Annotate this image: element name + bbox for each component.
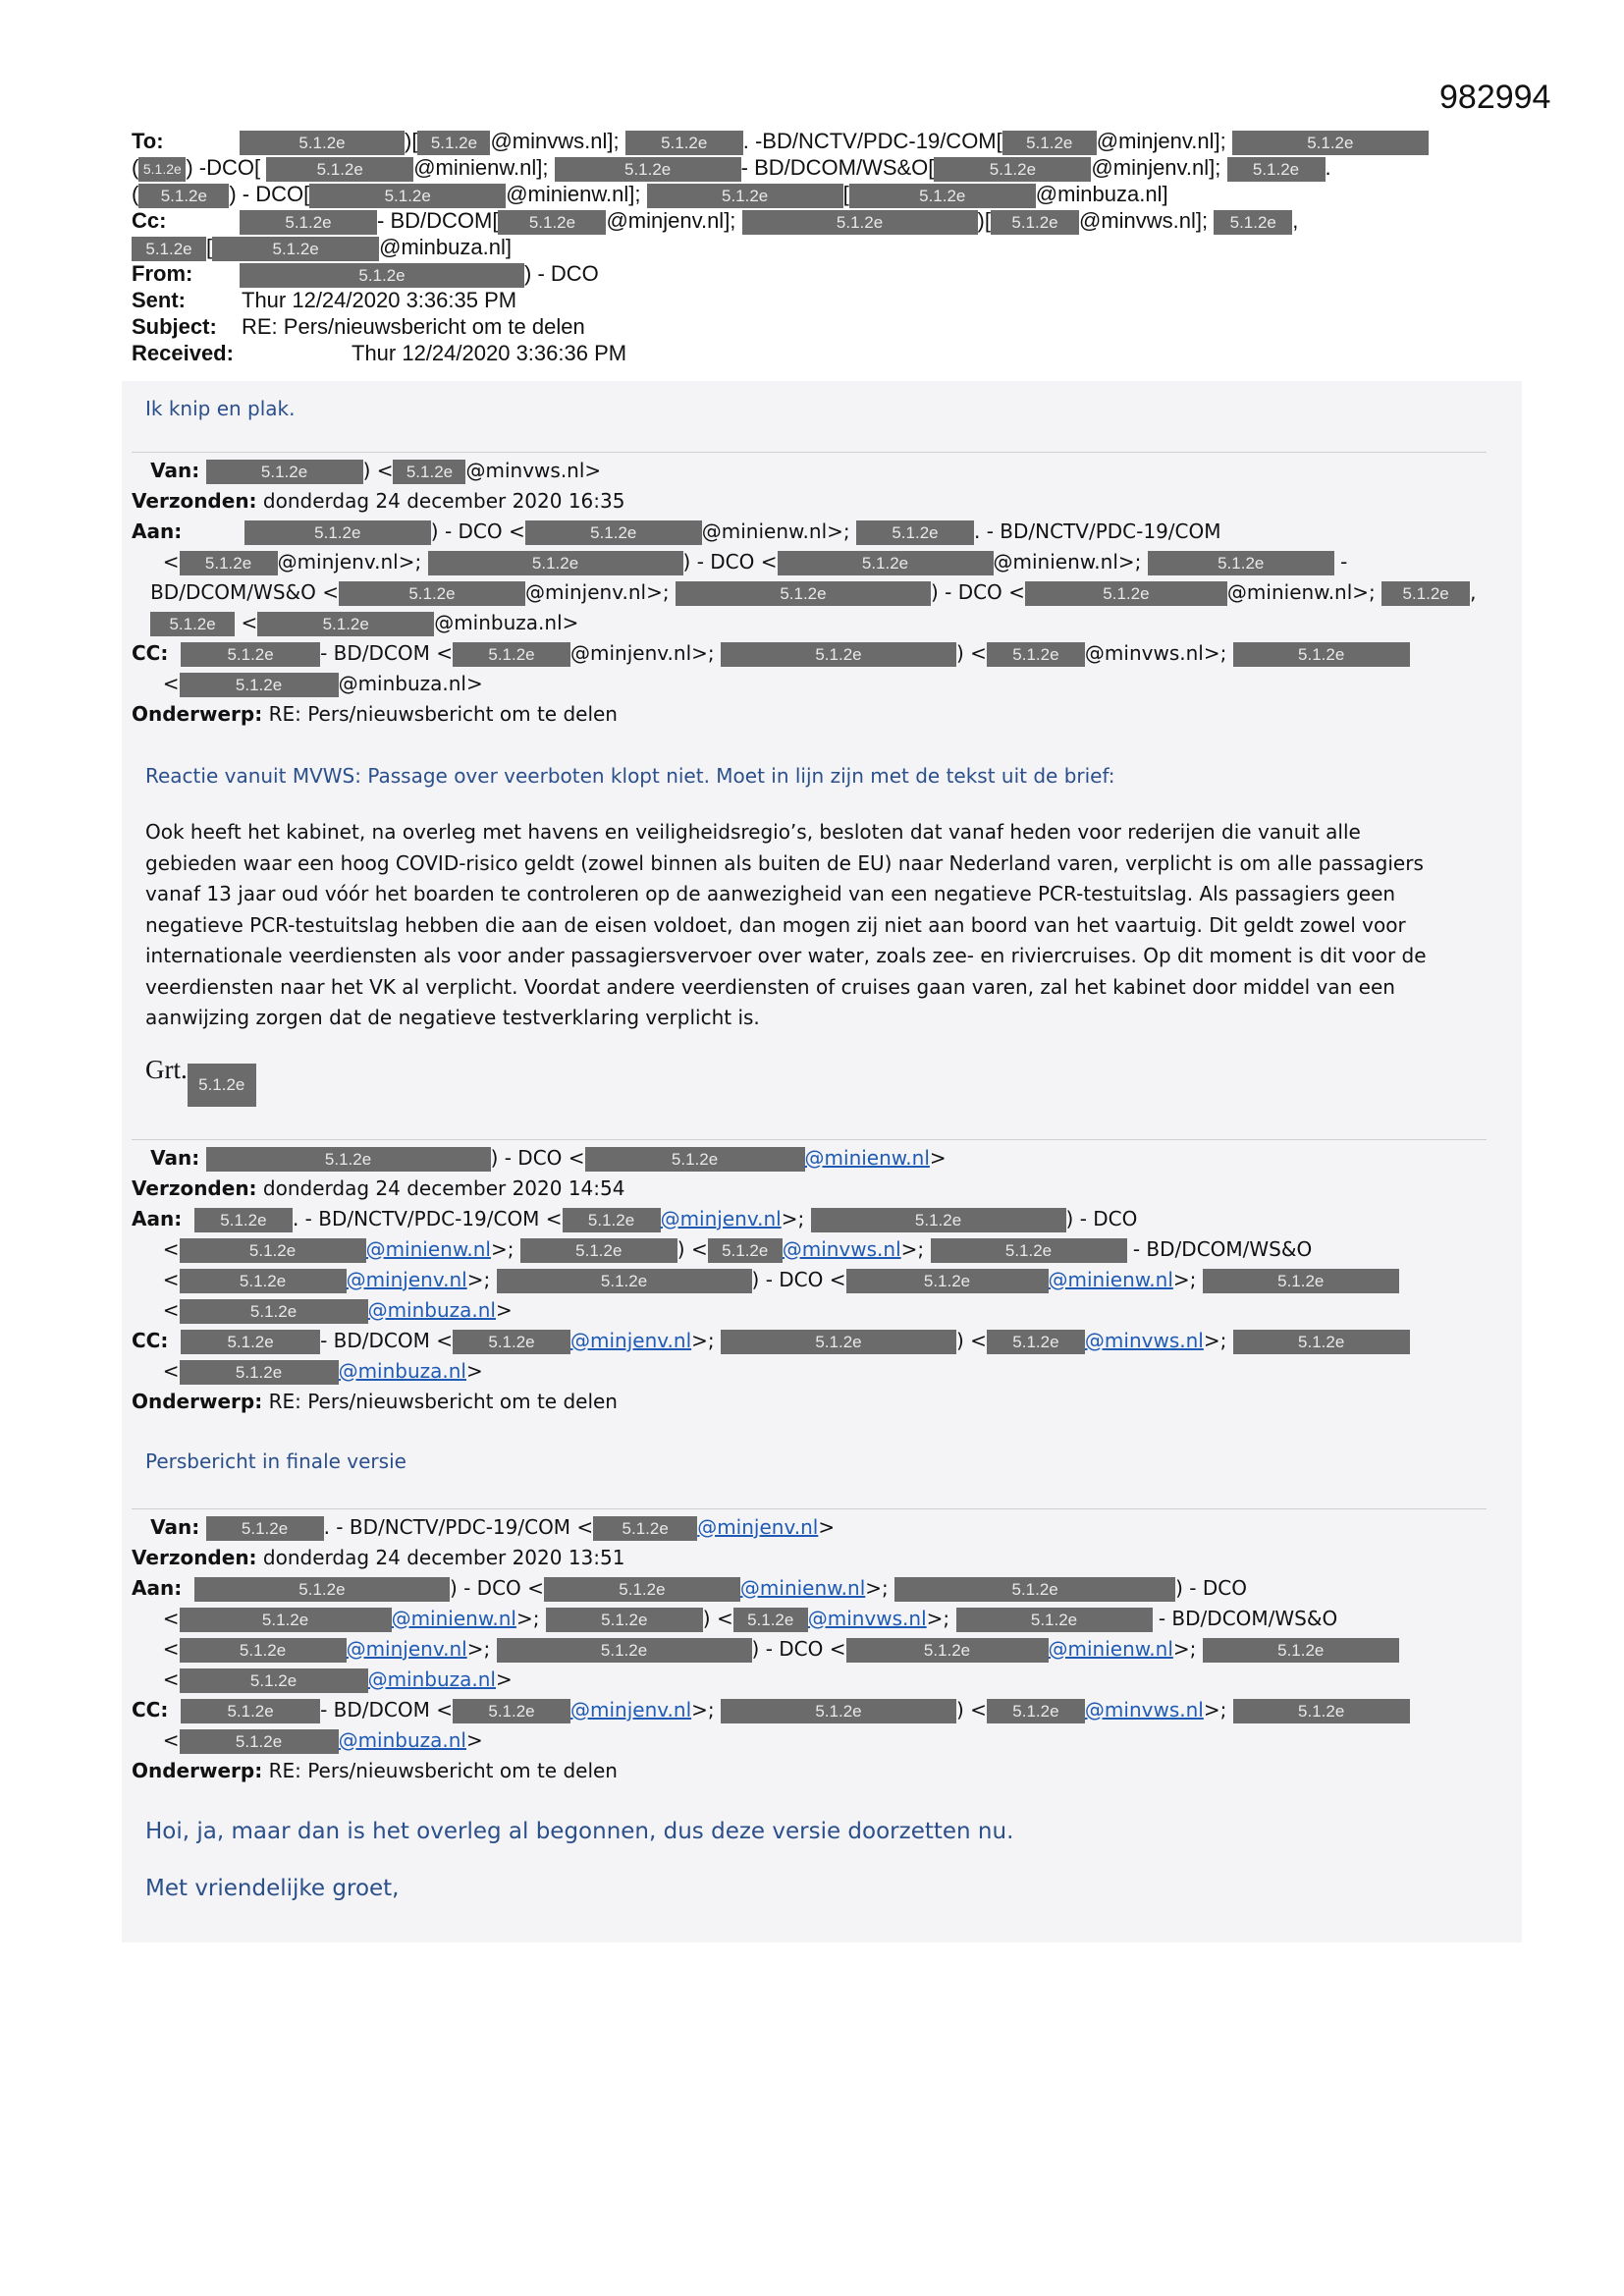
redaction: 5.1.2e [428, 551, 683, 575]
redaction: 5.1.2e [742, 210, 978, 235]
redaction: 5.1.2e [181, 1330, 320, 1354]
finale-note: Persbericht in finale versie [145, 1449, 406, 1473]
redaction: 5.1.2e [987, 1699, 1085, 1723]
redaction: 5.1.2e [194, 1577, 450, 1602]
redaction: 5.1.2e [244, 520, 431, 545]
received-value: Thur 12/24/2020 3:36:36 PM [352, 341, 627, 365]
to-row-2: ( 5.1.2e ) -DCO[ 5.1.2e @minienw.nl]; 5.1.2e - BD/DCOM/WS&O[ 5.1.2e @minjenv.nl]; 5.1.2e . [132, 155, 1331, 180]
redaction: 5.1.2e [846, 1638, 1049, 1663]
to-row-1: To: 5.1.2e )[ 5.1.2e @minvws.nl]; 5.1.2e . -BD/NCTV/PDC-19/COM[ 5.1.2e @minjenv.nl]; 5.1.2e [132, 128, 1506, 154]
redaction: 5.1.2e [934, 157, 1091, 182]
redaction: 5.1.2e [257, 612, 434, 636]
redaction: 5.1.2e [708, 1238, 783, 1263]
separator [132, 452, 1487, 453]
message-2-header: Van: 5.1.2e ) - DCO < 5.1.2e @minienw.nl> Verzonden: donderdag 24 december 2020 14:54 Aan: 5.1.2e . - BD/NCTV/PDC-19/COM < 5.1.2e @minjenv.nl>; 5.1.2e ) - DCO < 5.1.2e @minienw.nl>; 5.1.2e ) < 5.1.2e @minvws.nl>; 5.1.2e - BD/DCOM/WS&O < 5.1.2e @minjenv.nl>; 5.1.2e ) - DCO < 5.1.2e @minienw.nl>; 5.1.2e < 5.1.2e @minbuza.nl> CC: 5.1.2e - BD/DCOM < 5.1.2e @minjenv.nl>; 5.1.2e ) < 5.1.2e @minvws.nl>; 5.1.2e < 5.1.2e @minbuza.nl> Onderwerp: RE: Pers/nieuwsbericht om te delen [132, 1143, 1410, 1417]
redaction: 5.1.2e [180, 1299, 368, 1324]
email-link[interactable]: @minjenv.nl [697, 1515, 819, 1539]
greeting-text: Met vriendelijke groet, [145, 1876, 400, 1901]
sent-date: donderdag 24 december 2020 16:35 [262, 489, 625, 513]
from-row: From: 5.1.2e ) - DCO [132, 261, 599, 286]
redaction: 5.1.2e [721, 1330, 956, 1354]
redaction: 5.1.2e [1381, 581, 1470, 606]
redaction: 5.1.2e [240, 131, 405, 155]
intro-note: Ik knip en plak. [145, 397, 296, 420]
email-link[interactable]: @minvws.nl [1084, 1698, 1204, 1722]
redaction: 5.1.2e [1232, 131, 1429, 155]
redaction: 5.1.2e [721, 642, 956, 667]
redaction: 5.1.2e [181, 1699, 320, 1723]
redaction: 5.1.2e [593, 1516, 697, 1541]
email-link[interactable]: @minbuza.nl [367, 1667, 496, 1691]
sent-label: Sent: [132, 288, 186, 312]
cc-row-1: Cc: 5.1.2e - BD/DCOM[ 5.1.2e @minjenv.nl]; 5.1.2e )[ 5.1.2e @minvws.nl]; 5.1.2e , [132, 208, 1299, 233]
redaction: 5.1.2e [150, 612, 235, 636]
redaction: 5.1.2e [778, 551, 994, 575]
received-label: Received: [132, 341, 234, 365]
message-1-header: Van: 5.1.2e ) < 5.1.2e @minvws.nl> Verzonden: donderdag 24 december 2020 16:35 Aan: 5.1.2e ) - DCO < 5.1.2e @minienw.nl>; 5.1.2e . - BD/NCTV/PDC-19/COM < 5.1.2e @minjenv.nl>; 5.1.2e ) - DCO < 5.1.2e @minienw.nl>; 5.1.2e - BD/DCOM/WS&O < 5.1.2e @minjenv.nl>; 5.1.2e ) - DCO < 5.1.2e @minienw.nl>; 5.1.2e , 5.1.2e < 5.1.2e @minbuza.nl> CC: 5.1.2e - BD/DCOM < 5.1.2e @minjenv.nl>; 5.1.2e ) < 5.1.2e @minvws.nl>; 5.1.2e < 5.1.2e @minbuza.nl> Onderwerp: RE: Pers/nieuwsbericht om te delen [132, 459, 1477, 726]
email-link[interactable]: @minvws.nl [807, 1607, 927, 1630]
email-link[interactable]: @minienw.nl [365, 1237, 491, 1261]
redaction: 5.1.2e [987, 1330, 1085, 1354]
redaction: 5.1.2e [206, 1516, 324, 1541]
reply-text: Hoi, ja, maar dan is het overleg al begonnen, dus deze versie doorzetten nu. [145, 1819, 1014, 1844]
email-link[interactable]: @minvws.nl [1084, 1329, 1204, 1352]
email-link[interactable]: @minjenv.nl [570, 1329, 692, 1352]
redaction: 5.1.2e [180, 673, 339, 697]
email-link[interactable]: @minjenv.nl [346, 1268, 467, 1291]
redaction: 5.1.2e [1233, 1330, 1410, 1354]
redaction: 5.1.2e [1227, 157, 1326, 182]
redaction: 5.1.2e [956, 1608, 1153, 1632]
sent-value: Thur 12/24/2020 3:36:35 PM [242, 288, 517, 312]
subject-label: Subject: [132, 314, 217, 339]
redaction: 5.1.2e [188, 1064, 256, 1107]
redaction: 5.1.2e [733, 1608, 808, 1632]
email-link[interactable]: @minienw.nl [804, 1146, 930, 1170]
redaction: 5.1.2e [497, 1269, 752, 1293]
redaction: 5.1.2e [894, 1577, 1175, 1602]
redaction: 5.1.2e [393, 460, 465, 484]
redaction: 5.1.2e [138, 157, 186, 182]
redaction: 5.1.2e [525, 520, 702, 545]
redaction: 5.1.2e [1233, 642, 1410, 667]
redaction: 5.1.2e [846, 1269, 1049, 1293]
redaction: 5.1.2e [194, 1208, 293, 1232]
redaction: 5.1.2e [544, 1577, 740, 1602]
email-link[interactable]: @minienw.nl [1048, 1268, 1173, 1291]
redaction: 5.1.2e [811, 1208, 1066, 1232]
email-link[interactable]: @minjenv.nl [570, 1698, 692, 1722]
email-link[interactable]: @minjenv.nl [346, 1637, 467, 1661]
redaction: 5.1.2e [132, 237, 206, 261]
redaction: 5.1.2e [1203, 1269, 1399, 1293]
email-link[interactable]: @minbuza.nl [338, 1728, 466, 1752]
subject: RE: Pers/nieuwsbericht om te delen [268, 1390, 618, 1413]
redaction: 5.1.2e [240, 263, 524, 288]
document-number: 982994 [1439, 79, 1551, 116]
redaction: 5.1.2e [180, 1608, 392, 1632]
sent-row [132, 287, 1506, 313]
redaction: 5.1.2e [856, 520, 974, 545]
email-link[interactable]: @minienw.nl [391, 1607, 516, 1630]
signoff: Grt.5.1.2e [145, 1055, 256, 1107]
redaction: 5.1.2e [676, 581, 931, 606]
subject-value: RE: Pers/nieuwsbericht om te delen [242, 314, 585, 339]
message-3-header: Van: 5.1.2e . - BD/NCTV/PDC-19/COM < 5.1.2e @minjenv.nl> Verzonden: donderdag 24 december 2020 13:51 Aan: 5.1.2e ) - DCO < 5.1.2e @minienw.nl>; 5.1.2e ) - DCO < 5.1.2e @minienw.nl>; 5.1.2e ) < 5.1.2e @minvws.nl>; 5.1.2e - BD/DCOM/WS&O < 5.1.2e @minjenv.nl>; 5.1.2e ) - DCO < 5.1.2e @minienw.nl>; 5.1.2e < 5.1.2e @minbuza.nl> CC: 5.1.2e - BD/DCOM < 5.1.2e @minjenv.nl>; 5.1.2e ) < 5.1.2e @minvws.nl>; 5.1.2e < 5.1.2e @minbuza.nl> Onderwerp: RE: Pers/nieuwsbericht om te delen [132, 1512, 1410, 1786]
redaction: 5.1.2e [180, 1360, 339, 1385]
to-row-3: ( 5.1.2e ) - DCO[ 5.1.2e @minienw.nl]; 5.1.2e [ 5.1.2e @minbuza.nl] [132, 182, 1168, 206]
redaction: 5.1.2e [1203, 1638, 1399, 1663]
sent-date: donderdag 24 december 2020 13:51 [262, 1546, 625, 1569]
cc-label: Cc: [132, 208, 167, 233]
redaction: 5.1.2e [1214, 210, 1292, 235]
redaction: 5.1.2e [180, 1668, 368, 1693]
quoted-paragraph: Ook heeft het kabinet, na overleg met havens en veiligheidsregio’s, besloten dat vanaf heden voor rederijen die vanuit alle gebieden waar een hoog COVID-risico geldt (zowel binnen als buiten de EU) naar Nederland varen, verplicht is om alle passagiers vanaf 13 jaar oud vóór het boarden te controleren op de aanwezigheid van een negatieve PCR-testuitslag. Als passagiers geen negatieve PCR-testuitslag hebben die aan de eisen voldoet, dan mogen zij niet aan boord van het vaartuig. Dit geldt zowel voor internationale veerdiensten als voor ander passagiersvervoer over water, zoals zee- en riviercruises. Op dit moment is dit voor de veerdiensten naar het VK al verplicht. Voordat andere veerdiensten of cruises gaan varen, zal het kabinet door middel van een aanwijzing zorgen dat de negatieve testverklaring verplicht is. [145, 820, 1427, 1029]
redaction: 5.1.2e [1233, 1699, 1410, 1723]
redaction: 5.1.2e [138, 184, 229, 208]
to-label: To: [132, 129, 164, 153]
redaction: 5.1.2e [266, 157, 413, 182]
separator [132, 1139, 1487, 1140]
redaction: 5.1.2e [453, 1330, 570, 1354]
redaction: 5.1.2e [181, 642, 320, 667]
separator [132, 1508, 1487, 1509]
redaction: 5.1.2e [180, 551, 278, 575]
redaction: 5.1.2e [339, 581, 525, 606]
redaction: 5.1.2e [206, 460, 363, 484]
redaction: 5.1.2e [625, 131, 743, 155]
cc-row-2: 5.1.2e [ 5.1.2e @minbuza.nl] [132, 234, 1506, 260]
email-link[interactable]: @minienw.nl [739, 1576, 866, 1600]
reactie-note: Reactie vanuit MVWS: Passage over veerboten klopt niet. Moet in lijn zijn met de tekst uit de brief: [145, 764, 1115, 788]
redaction: 5.1.2e [721, 1699, 956, 1723]
redaction: 5.1.2e [180, 1238, 366, 1263]
redaction: 5.1.2e [987, 642, 1085, 667]
redaction: 5.1.2e [180, 1269, 347, 1293]
redaction: 5.1.2e [180, 1729, 339, 1754]
redaction: 5.1.2e [212, 237, 379, 261]
redaction: 5.1.2e [555, 157, 741, 182]
redaction: 5.1.2e [647, 184, 843, 208]
subject-row [132, 313, 1506, 340]
redaction: 5.1.2e [546, 1608, 703, 1632]
redaction: 5.1.2e [498, 210, 606, 235]
redaction: 5.1.2e [180, 1638, 347, 1663]
sent-date: donderdag 24 december 2020 14:54 [262, 1176, 625, 1200]
subject: RE: Pers/nieuwsbericht om te delen [268, 702, 618, 726]
redaction: 5.1.2e [991, 210, 1079, 235]
redaction: 5.1.2e [849, 184, 1036, 208]
subject: RE: Pers/nieuwsbericht om te delen [268, 1759, 618, 1782]
redaction: 5.1.2e [417, 131, 490, 155]
redaction: 5.1.2e [1148, 551, 1334, 575]
email-link[interactable]: @minbuza.nl [338, 1359, 466, 1383]
email-link[interactable]: @minjenv.nl [660, 1207, 782, 1230]
redaction: 5.1.2e [240, 210, 377, 235]
redaction: 5.1.2e [1002, 131, 1097, 155]
redaction: 5.1.2e [563, 1208, 661, 1232]
redaction: 5.1.2e [453, 642, 570, 667]
from-label: From: [132, 261, 193, 286]
redaction: 5.1.2e [309, 184, 506, 208]
redaction: 5.1.2e [520, 1238, 677, 1263]
outer-email-header [132, 128, 1506, 366]
redaction: 5.1.2e [931, 1238, 1127, 1263]
email-link[interactable]: @minvws.nl [782, 1237, 901, 1261]
email-link[interactable]: @minbuza.nl [367, 1298, 496, 1322]
redaction: 5.1.2e [497, 1638, 752, 1663]
email-link[interactable]: @minienw.nl [1048, 1637, 1173, 1661]
received-row [132, 340, 1506, 366]
redaction: 5.1.2e [453, 1699, 570, 1723]
redaction: 5.1.2e [1025, 581, 1227, 606]
redaction: 5.1.2e [206, 1147, 491, 1172]
redaction: 5.1.2e [585, 1147, 805, 1172]
